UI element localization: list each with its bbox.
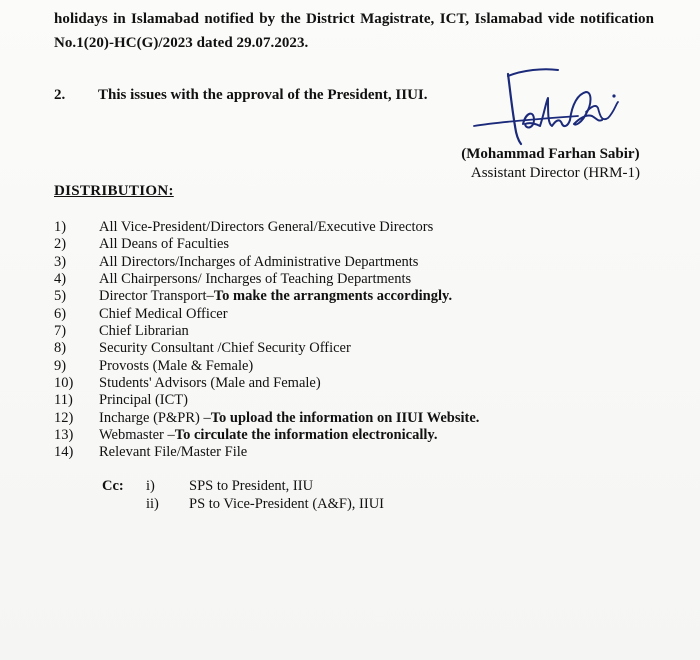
item-number: 7): [54, 323, 67, 340]
item-text: Students' Advisors (Male and Female): [99, 375, 321, 392]
list-item: [54, 340, 479, 357]
list-item: [54, 254, 479, 271]
list-item: [54, 236, 479, 253]
item-note: To upload the information on IIUI Website.: [210, 409, 480, 426]
cc-row: [102, 477, 384, 495]
list-item: [54, 392, 479, 409]
item-number: 14): [54, 444, 74, 461]
item-text: Webmaster –: [99, 427, 175, 444]
item-number: 4): [54, 271, 67, 288]
item-number: 12): [54, 409, 74, 426]
item-text: Principal (ICT): [99, 392, 188, 409]
intro-paragraph: [54, 7, 654, 55]
paragraph-text: This issues with the approval of the President, IIUI.: [98, 87, 428, 103]
cc-label: Cc:: [102, 478, 124, 494]
list-item: [54, 410, 479, 427]
list-item: [54, 323, 479, 340]
handwritten-signature: [468, 64, 638, 148]
item-number: 2): [54, 236, 67, 253]
list-item: [54, 219, 479, 236]
distribution-heading: DISTRIBUTION:: [54, 183, 174, 199]
item-text: Chief Medical Officer: [99, 305, 228, 322]
list-item: [54, 271, 479, 288]
item-number: 3): [54, 253, 67, 270]
signatory-designation: Assistant Director (HRM-1): [470, 165, 640, 181]
signatory-name: (Mohammad Farhan Sabir): [461, 146, 640, 162]
item-number: 11): [54, 392, 73, 409]
cc-section: [102, 477, 384, 513]
list-item: [54, 375, 479, 392]
list-item: [54, 288, 479, 305]
paragraph-number: 2.: [54, 87, 66, 103]
distribution-list: [54, 219, 479, 462]
item-note: To make the arrangments accordingly.: [213, 288, 453, 305]
item-text: All Vice-President/Directors General/Executive Directors: [99, 219, 434, 235]
item-number: 9): [54, 357, 67, 374]
item-text: Director Transport–: [99, 288, 214, 305]
list-item: [54, 444, 479, 461]
cc-item-number: i): [146, 478, 155, 494]
item-number: 8): [54, 340, 67, 357]
item-text: Security Consultant /Chief Security Officer: [99, 340, 351, 357]
item-text: All Directors/Incharges of Administrative Departments: [99, 253, 419, 270]
cc-row: [102, 495, 384, 513]
item-text: Chief Librarian: [99, 323, 189, 340]
list-item: [54, 427, 479, 444]
item-number: 6): [54, 305, 67, 322]
list-item: [54, 358, 479, 375]
item-number: 13): [54, 427, 74, 444]
paragraph-2: [54, 87, 428, 104]
signatory-block: [461, 145, 640, 183]
cc-item-number: ii): [146, 496, 159, 512]
item-text: Relevant File/Master File: [99, 444, 248, 461]
item-number: 1): [54, 219, 67, 235]
list-item: [54, 306, 479, 323]
item-note: To circulate the information electronically.: [174, 427, 438, 444]
item-text: Provosts (Male & Female): [99, 357, 254, 374]
item-number: 5): [54, 288, 67, 305]
intro-line-1: holidays in Islamabad notified by the District Magistrate, ICT, Islamabad vide notification: [54, 11, 654, 27]
item-number: 10): [54, 375, 74, 392]
cc-item-text: SPS to President, IIU: [189, 478, 314, 494]
intro-line-2: No.1(20)-HC(G)/2023 dated 29.07.2023.: [54, 35, 309, 51]
item-text: All Chairpersons/ Incharges of Teaching Departments: [99, 271, 412, 288]
cc-item-text: PS to Vice-President (A&F), IIUI: [189, 496, 384, 512]
item-text: All Deans of Faculties: [99, 236, 230, 253]
item-text: Incharge (P&PR) –: [99, 409, 211, 426]
